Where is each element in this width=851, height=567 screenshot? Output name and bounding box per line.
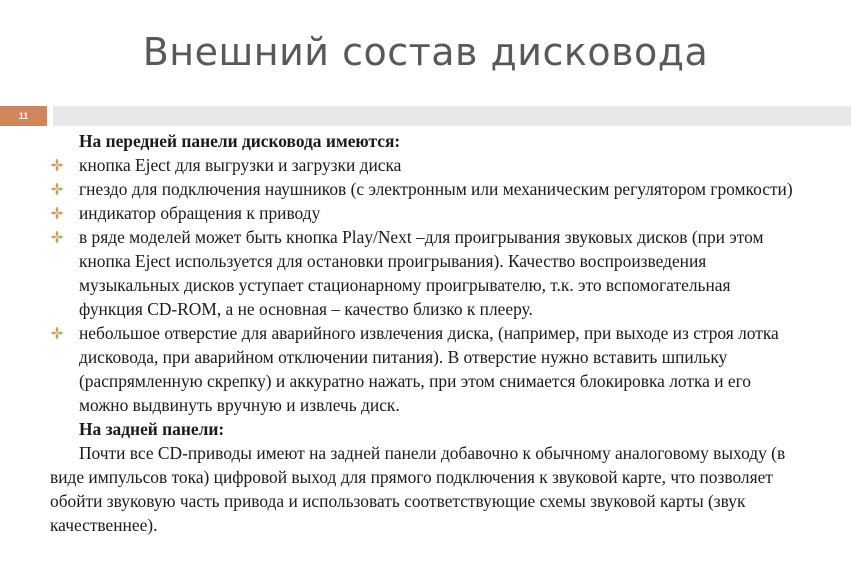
slide-number: 11: [18, 111, 29, 121]
list-item: [50, 201, 795, 225]
rear-panel-text: Почти все CD-приводы имеют на задней панели добавочно к обычному аналоговому выходу (в виде импульсов тока) цифровой выход для прямого подключения к звуковой карте, что позволяет обойти звуковую часть привода и использовать соответствующие схемы звуковой карты (звук качественнее).: [50, 443, 786, 535]
four-petal-bullet-icon: [50, 158, 64, 172]
list-item-text: индикатор обращения к приводу: [79, 203, 321, 223]
four-petal-bullet-icon: [50, 182, 64, 196]
slide-body: [50, 129, 795, 537]
list-item-text: кнопка Eject для выгрузки и загрузки диска: [79, 155, 402, 175]
list-item: [50, 225, 795, 321]
list-item: [50, 321, 795, 417]
rear-panel-heading: На задней панели:: [79, 419, 225, 439]
list-item-text: гнездо для подключения наушников (с электронным или механическим регулятором громкости): [79, 179, 793, 199]
front-panel-heading: На передней панели дисковода имеются:: [79, 131, 401, 151]
four-petal-bullet-icon: [50, 230, 64, 244]
four-petal-bullet-icon: [50, 326, 64, 340]
list-item: [50, 153, 795, 177]
list-item: [50, 177, 795, 201]
slide-title: Внешний состав дисковода: [142, 30, 709, 74]
list-item-text: небольшое отверстие для аварийного извлечения диска, (например, при выходе из строя лотка дисковода, при аварийном отключении питания). В отверстие нужно вставить шпильку (распрямленную скрепку) и аккуратно нажать, при этом снимается блокировка лотка и его можно выдвинуть вручную и извлечь диск.: [79, 323, 779, 415]
four-petal-bullet-icon: [50, 206, 64, 220]
header-divider-bar: [53, 106, 851, 126]
list-item-text: в ряде моделей может быть кнопка Play/Next –для проигрывания звуковых дисков (при этом кнопка Eject используется для остановки проигрывания). Качество воспроизведения музыкальных дисков уступает стационарному проигрывателю, т.к. это вспомогательная функция CD-ROM, а не основная – качество близко к плееру.: [79, 227, 764, 319]
